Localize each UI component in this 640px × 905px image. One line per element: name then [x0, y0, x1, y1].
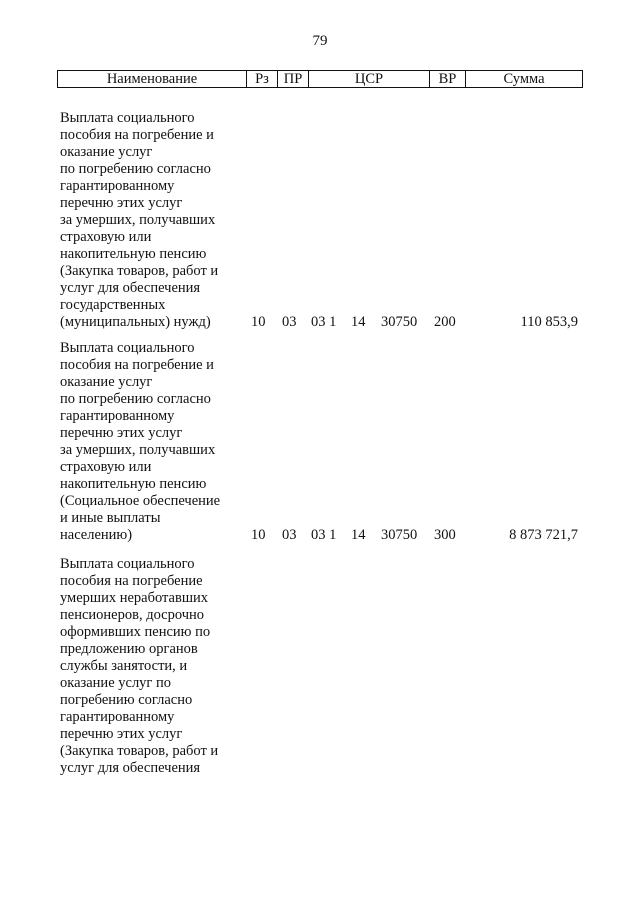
header-vr: ВР	[429, 71, 465, 87]
row-name: Выплата социального пособия на погребение и оказание услуг по погребению согласно гарантированному перечню этих услуг за умерших, получавших страховую или накопительную пенсию (Закупка товаров, работ и услуг для обеспечения государственных (муниципальных) нужд)	[60, 110, 219, 330]
header-pr: ПР	[277, 71, 308, 87]
row-rz: 10	[251, 527, 266, 543]
header-rz: Рз	[246, 71, 277, 87]
row-csr-subprogram: 14	[351, 314, 366, 330]
header-sum: Сумма	[465, 71, 582, 87]
row-csr-program: 03 1	[311, 314, 337, 330]
row-codes	[0, 314, 640, 331]
header-name: Наименование	[106, 71, 198, 87]
row-amount: 8 873 721,7	[509, 527, 578, 543]
row-pr: 03	[282, 314, 297, 330]
row-vr: 300	[434, 527, 456, 543]
row-name: Выплата социального пособия на погребение умерших неработавших пенсионеров, досрочно оформивших пенсию по предложению органов службы занятости, и оказание услуг по погребению согласно гарантированному перечню этих услуг (Закупка товаров, работ и услуг для обеспечения	[60, 556, 219, 776]
row-csr-direction: 30750	[381, 314, 418, 330]
page-number: 79	[312, 33, 328, 49]
header-csr: ЦСР	[308, 71, 429, 87]
row-rz: 10	[251, 314, 266, 330]
row-csr-subprogram: 14	[351, 527, 366, 543]
row-codes	[0, 527, 640, 544]
row-csr-direction: 30750	[381, 527, 418, 543]
row-vr: 200	[434, 314, 456, 330]
row-pr: 03	[282, 527, 297, 543]
table-header	[57, 70, 583, 88]
row-amount: 110 853,9	[520, 314, 578, 330]
row-name: Выплата социального пособия на погребение и оказание услуг по погребению согласно гарантированному перечню этих услуг за умерших, получавших страховую или накопительную пенсию (Социальное обеспечение и иные выплаты населению)	[60, 340, 221, 543]
row-csr-program: 03 1	[311, 527, 337, 543]
